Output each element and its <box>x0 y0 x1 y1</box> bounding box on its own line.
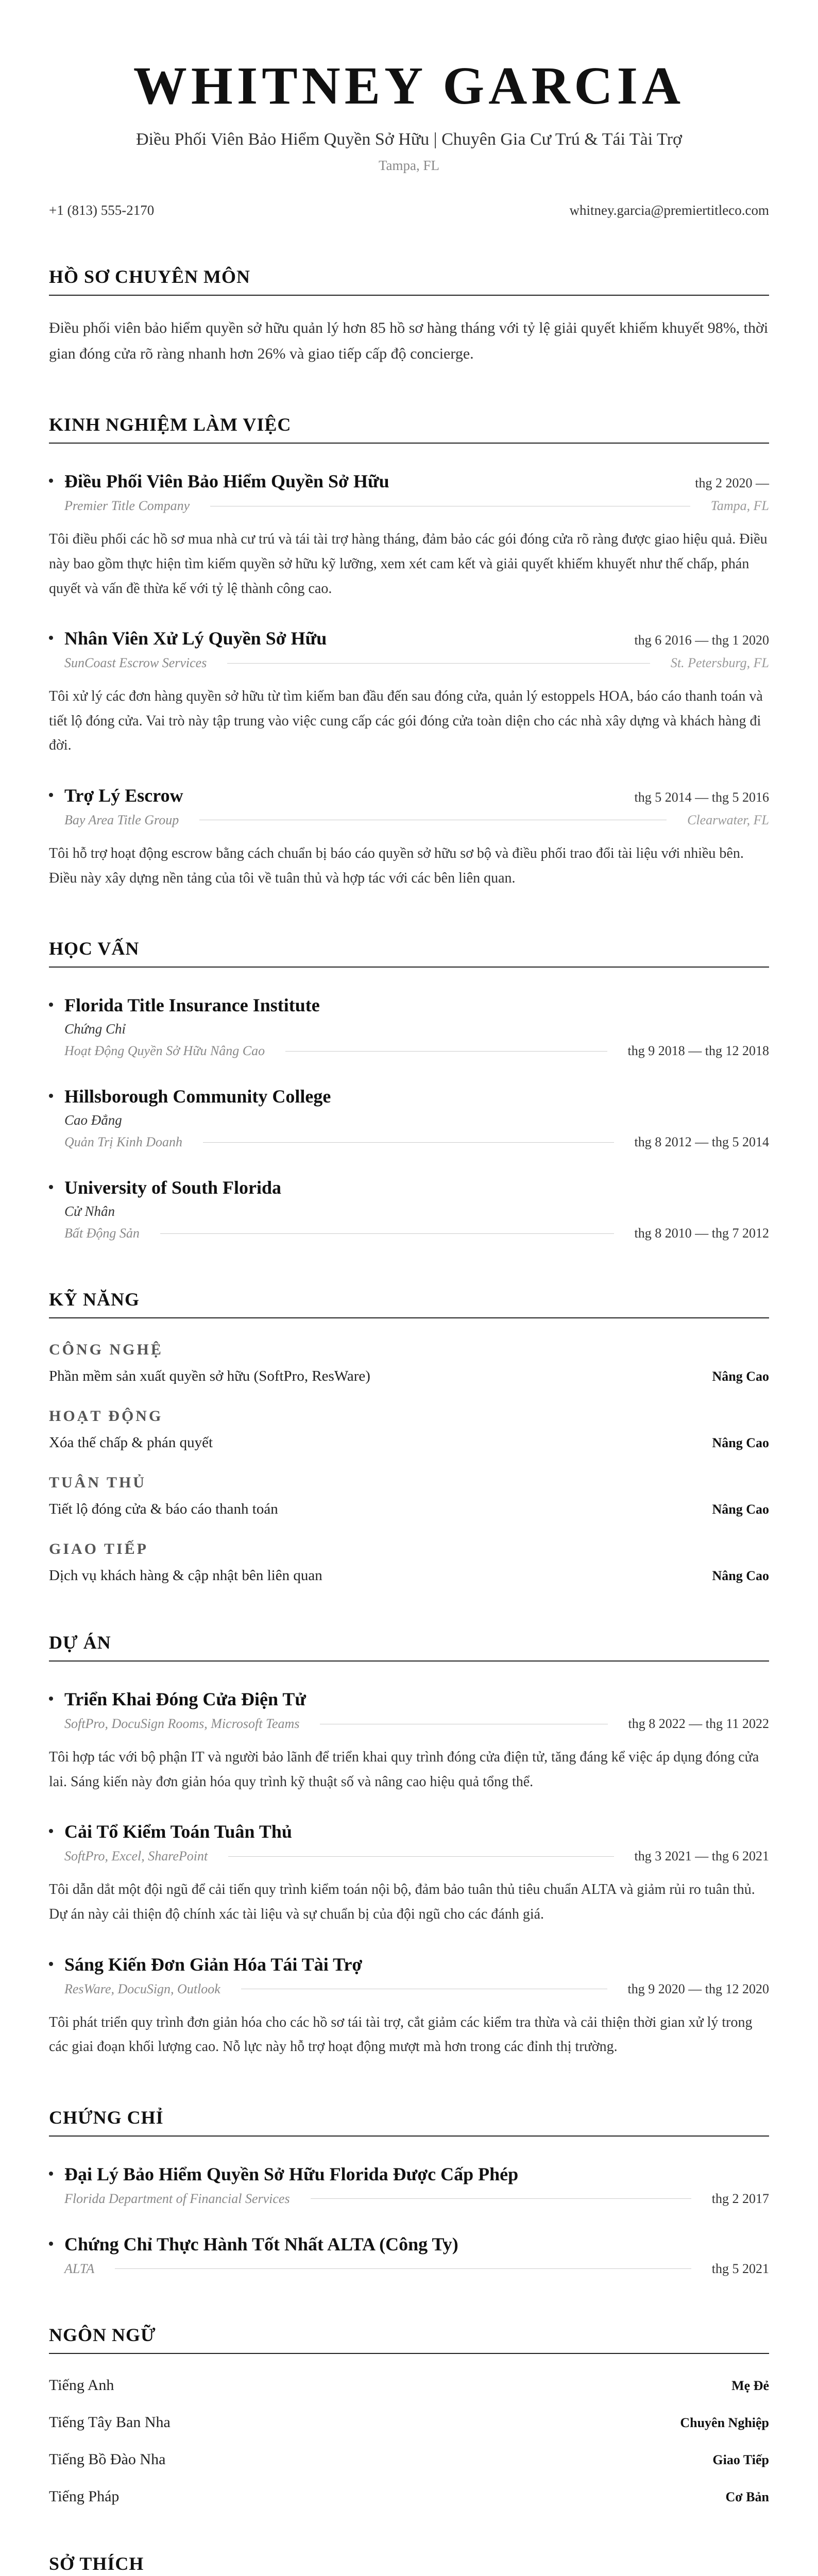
skill-category: CÔNG NGHỆ <box>49 1341 163 1359</box>
school-name: University of South Florida <box>49 1177 769 1198</box>
section-title: HỒ SƠ CHUYÊN MÔN <box>49 266 769 296</box>
interests-section <box>49 2553 769 2576</box>
project-description: Tôi hợp tác với bộ phận IT và người bảo lãnh để triển khai quy trình đóng cửa điện tử, tăng đáng kể việc áp dụng đóng cửa lai. Sáng kiến này đơn giản hóa quy trình kỹ thuật số và nâng cao hiệu quả tổng thể. <box>49 1749 759 1790</box>
skill-group <box>49 1474 769 1518</box>
project-name: Sáng Kiến Đơn Giản Hóa Tái Tài Trợ <box>49 1954 769 1975</box>
job-location: Clearwater, FL <box>687 812 769 827</box>
divider-line <box>285 1051 607 1052</box>
job-description: Tôi hỗ trợ hoạt động escrow bằng cách chuẩn bị báo cáo quyền sở hữu sơ bộ và điều phối trao đổi tài liệu với nhiều bên. Điều này xây dựng nền tảng của tôi về tuân thủ và hợp tác với các bên liên quan. <box>49 845 744 886</box>
experience-entry <box>49 628 769 758</box>
company-name: SunCoast Escrow Services <box>64 655 207 671</box>
education-date: thg 8 2012 — thg 5 2014 <box>634 1134 769 1150</box>
skill-name: Dịch vụ khách hàng & cập nhật bên liên quan <box>49 1567 322 1584</box>
language-name: Tiếng Bồ Đào Nha <box>49 2450 166 2468</box>
divider-line <box>228 1856 614 1857</box>
education-entry <box>49 1086 769 1150</box>
certification-name: Chứng Chỉ Thực Hành Tốt Nhất ALTA (Công Ty) <box>49 2233 769 2255</box>
certifications-section <box>49 2107 769 2277</box>
project-date: thg 3 2021 — thg 6 2021 <box>634 1849 769 1864</box>
project-name: Cải Tổ Kiểm Toán Tuân Thủ <box>49 1821 769 1842</box>
education-date: thg 8 2010 — thg 7 2012 <box>634 1226 769 1241</box>
job-description: Tôi xử lý các đơn hàng quyền sở hữu từ tìm kiếm ban đầu đến sau đóng cửa, quản lý estoppels HOA, báo cáo thanh toán và tiết lộ đóng cửa. Vai trò này tập trung vào việc cung cấp các gói đóng cửa toàn diện cho các nhà xây dựng và khách hàng đi đời. <box>49 688 763 754</box>
language-row <box>49 2414 769 2431</box>
project-entry <box>49 1688 769 1794</box>
experience-entry <box>49 470 769 601</box>
company-name: Premier Title Company <box>64 498 190 514</box>
field-of-study: Hoạt Động Quyền Sở Hữu Nâng Cao <box>64 1043 265 1059</box>
experience-entry <box>49 785 769 890</box>
degree: Cử Nhân <box>64 1204 115 1219</box>
project-description: Tôi dẫn dắt một đội ngũ để cải tiến quy trình kiểm toán nội bộ, đảm bảo tuân thủ tiêu chuẩn ALTA và giảm rủi ro tuân thủ. Dự án này cải thiện độ chính xác tài liệu và sự chuẩn bị của đội ngũ cho các đánh giá. <box>49 1882 755 1922</box>
project-name: Triển Khai Đóng Cửa Điện Tử <box>49 1688 769 1710</box>
languages-section <box>49 2324 769 2505</box>
project-description: Tôi phát triển quy trình đơn giản hóa cho các hồ sơ tái tài trợ, cắt giảm các kiểm tra thừa và cải thiện thời gian xử lý trong các giai đoạn khối lượng cao. Nỗ lực này hỗ trợ hoạt động mượt mà hơn trong các đỉnh thị trường. <box>49 2014 753 2055</box>
language-name: Tiếng Pháp <box>49 2487 120 2505</box>
phone-number[interactable]: +1 (813) 555-2170 <box>49 202 155 218</box>
section-title: KỸ NĂNG <box>49 1289 769 1318</box>
field-of-study: Quản Trị Kinh Doanh <box>64 1134 182 1150</box>
skill-group <box>49 1408 769 1451</box>
divider-line <box>227 663 650 664</box>
project-entry <box>49 1821 769 1926</box>
divider-line <box>115 2268 691 2269</box>
job-title: Trợ Lý Escrow <box>49 785 183 806</box>
language-name: Tiếng Tây Ban Nha <box>49 2413 171 2431</box>
education-entry <box>49 1177 769 1241</box>
skill-group <box>49 1341 769 1385</box>
language-list <box>49 2377 769 2505</box>
certification-name: Đại Lý Bảo Hiểm Quyền Sở Hữu Florida Được Cấp Phép <box>49 2163 769 2185</box>
language-level: Mẹ Đẻ <box>731 2378 769 2393</box>
certification-date: thg 2 2017 <box>711 2191 769 2206</box>
section-title: SỞ THÍCH <box>49 2553 769 2576</box>
job-date: thg 6 2016 — thg 1 2020 <box>634 633 769 648</box>
degree: Chứng Chỉ <box>64 1021 126 1037</box>
project-tools: SoftPro, DocuSign Rooms, Microsoft Teams <box>64 1716 300 1732</box>
language-name: Tiếng Anh <box>49 2376 114 2394</box>
skill-category: GIAO TIẾP <box>49 1540 148 1558</box>
skills-section <box>49 1289 769 1584</box>
certification-issuer: Florida Department of Financial Services <box>64 2191 290 2206</box>
school-name: Hillsborough Community College <box>49 1086 769 1107</box>
language-row <box>49 2377 769 2394</box>
resume-header <box>49 0 769 218</box>
skill-level: Nâng Cao <box>712 1568 769 1584</box>
job-location: St. Petersburg, FL <box>670 655 769 671</box>
skill-level: Nâng Cao <box>712 1435 769 1451</box>
degree: Cao Đẳng <box>64 1112 122 1128</box>
language-level: Chuyên Nghiệp <box>680 2415 769 2430</box>
section-title: HỌC VẤN <box>49 938 769 968</box>
divider-line <box>311 2198 691 2199</box>
education-section <box>49 938 769 1241</box>
skill-name: Xóa thế chấp & phán quyết <box>49 1434 213 1451</box>
company-name: Bay Area Title Group <box>64 812 179 827</box>
skill-name: Phần mềm sản xuất quyền sở hữu (SoftPro, ResWare) <box>49 1368 370 1385</box>
candidate-location: Tampa, FL <box>378 158 440 174</box>
summary-section <box>49 266 769 366</box>
certification-date: thg 5 2021 <box>711 2261 769 2276</box>
job-location: Tampa, FL <box>710 498 769 514</box>
job-title: Nhân Viên Xử Lý Quyền Sở Hữu <box>49 628 327 649</box>
project-tools: SoftPro, Excel, SharePoint <box>64 1849 208 1864</box>
certification-entry <box>49 2163 769 2207</box>
project-tools: ResWare, DocuSign, Outlook <box>64 1981 220 1996</box>
email-address[interactable]: whitney.garcia@premiertitleco.com <box>569 202 769 218</box>
project-date: thg 8 2022 — thg 11 2022 <box>628 1716 769 1732</box>
section-title: DỰ ÁN <box>49 1632 769 1662</box>
section-title: KINH NGHIỆM LÀM VIỆC <box>49 414 769 444</box>
project-date: thg 9 2020 — thg 12 2020 <box>627 1981 769 1996</box>
job-date: thg 2 2020 — <box>695 476 769 491</box>
skill-name: Tiết lộ đóng cửa & báo cáo thanh toán <box>49 1501 278 1518</box>
skill-category: TUÂN THỦ <box>49 1474 146 1492</box>
language-level: Giao Tiếp <box>712 2452 769 2467</box>
job-date: thg 5 2014 — thg 5 2016 <box>634 789 769 805</box>
skill-category: HOẠT ĐỘNG <box>49 1408 163 1425</box>
skill-level: Nâng Cao <box>712 1369 769 1384</box>
skill-group <box>49 1540 769 1584</box>
language-row <box>49 2488 769 2505</box>
contact-row <box>49 202 769 218</box>
certification-issuer: ALTA <box>64 2261 95 2276</box>
divider-line <box>160 1233 614 1234</box>
experience-section <box>49 414 769 890</box>
skill-level: Nâng Cao <box>712 1502 769 1517</box>
summary-text: Điều phối viên bảo hiểm quyền sở hữu quản lý hơn 85 hồ sơ hàng tháng với tỷ lệ giải quyết khiếm khuyết 98%, thời gian đóng cửa rõ ràng nhanh hơn 26% và giao tiếp cấp độ concierge. <box>49 319 769 362</box>
section-title: CHỨNG CHỈ <box>49 2107 769 2137</box>
divider-line <box>203 1142 614 1143</box>
candidate-tagline: Điều Phối Viên Bảo Hiểm Quyền Sở Hữu | Chuyên Gia Cư Trú & Tái Tài Trợ <box>136 130 682 149</box>
language-row <box>49 2451 769 2468</box>
projects-section <box>49 1632 769 2059</box>
school-name: Florida Title Insurance Institute <box>49 994 769 1016</box>
project-entry <box>49 1954 769 2059</box>
candidate-name: WHITNEY GARCIA <box>133 56 685 115</box>
job-title: Điều Phối Viên Bảo Hiểm Quyền Sở Hữu <box>49 470 389 492</box>
section-title: NGÔN NGỮ <box>49 2324 769 2354</box>
job-description: Tôi điều phối các hồ sơ mua nhà cư trú và tái tài trợ hàng tháng, đảm bảo các gói đóng cửa rõ ràng được giao hiệu quả. Điều này bao gồm thực hiện tìm kiếm quyền sở hữu kỹ lưỡng, xem xét cam kết và giải quyết khiếm khuyết như thế chấp, phán quyết và vấn đề thừa kế với tỷ lệ thành công cao. <box>49 531 768 597</box>
language-level: Cơ Bản <box>725 2489 769 2504</box>
education-entry <box>49 994 769 1059</box>
certification-entry <box>49 2233 769 2277</box>
field-of-study: Bất Động Sản <box>64 1226 140 1241</box>
education-date: thg 9 2018 — thg 12 2018 <box>627 1043 769 1059</box>
